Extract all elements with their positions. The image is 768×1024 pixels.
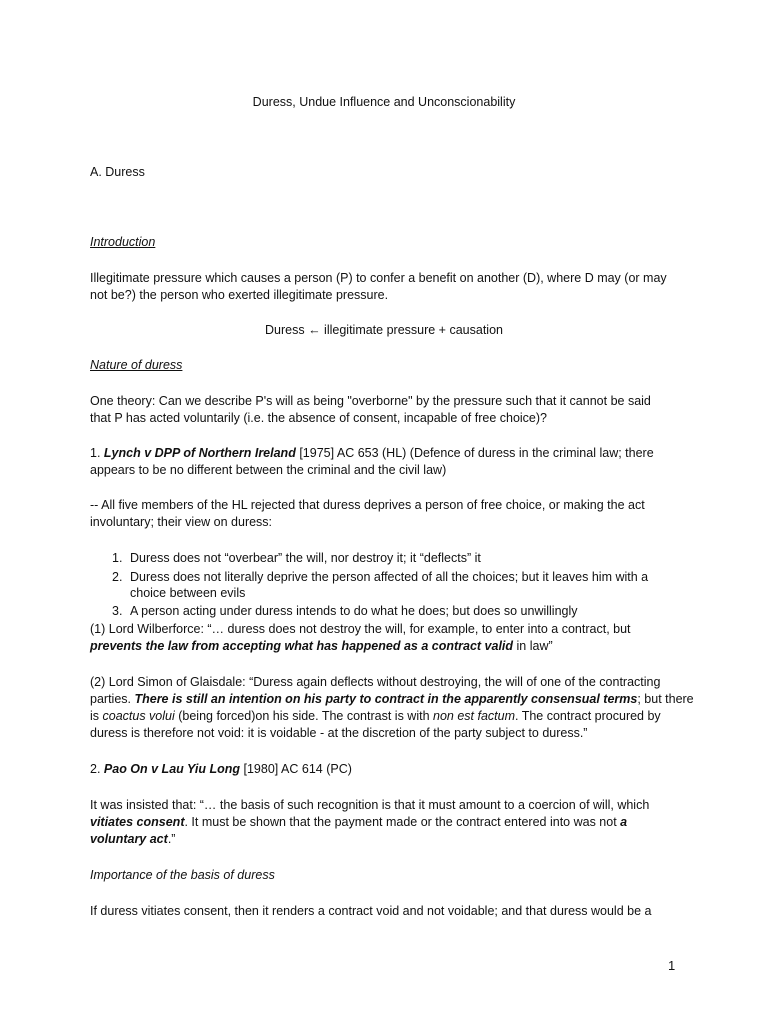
simon-line-1: (2) Lord Simon of Glaisdale: “Duress again deflects without destroying, the will of one of the contracting — [90, 675, 661, 689]
intro-line-1: Illegitimate pressure which causes a person (P) to confer a benefit on another (D), where D may (or may — [90, 271, 667, 285]
list-item-2-cont: choice between evils — [130, 586, 246, 600]
insisted-l2-rest: . It must be shown that the payment made or the contract entered into was not — [184, 815, 621, 829]
insisted-l3-rest: .” — [167, 832, 176, 846]
non-est-factum: non est factum — [433, 709, 515, 723]
insisted-l2-a: a — [620, 815, 628, 829]
simon-line-3 — [90, 708, 661, 724]
wilberforce-rest: in law” — [513, 639, 553, 653]
simon-l3-b: (being forced)on his side. The contrast is with — [174, 709, 433, 723]
last-line: If duress vitiates consent, then it renders a contract void and not voidable; and that duress would be a — [90, 904, 652, 918]
nature-heading: Nature of duress — [90, 358, 183, 372]
document-title: Duress, Undue Influence and Unconscionability — [252, 95, 516, 109]
simon-line-2 — [90, 691, 694, 707]
importance-heading: Importance of the basis of duress — [90, 868, 275, 882]
lynch-case-line — [90, 445, 654, 461]
hl-line-2: involuntary; their view on duress: — [90, 515, 273, 529]
simon-l3-a: is — [90, 709, 103, 723]
list-item-3: A person acting under duress intends to do what he does; but does so unwillingly — [130, 604, 578, 618]
intro-line-2: not be?) the person who exerted illegitimate pressure. — [90, 288, 389, 302]
coactus-volui: coactus volui — [102, 709, 175, 723]
wilberforce-line-1: (1) Lord Wilberforce: “… duress does not destroy the will, for example, to enter into a contract, but — [90, 622, 631, 636]
wilberforce-line-2 — [90, 638, 553, 654]
theory-line-2: that P has acted voluntarily (i.e. the absence of consent, incapable of free choice)? — [90, 411, 547, 425]
list-number-1: 1. — [112, 551, 123, 565]
list-item-1: Duress does not “overbear” the will, nor destroy it; it “deflects” it — [130, 551, 481, 565]
page-number: 1 — [668, 958, 676, 973]
voluntary-act: voluntary act — [90, 832, 168, 846]
theory-line-1: One theory: Can we describe P's will as being "overborne" by the pressure such that it cannot be said — [90, 394, 651, 408]
simon-l2-b: ; but there — [637, 692, 694, 706]
simon-emphasis: There is still an intention on his party to contract in the apparently consensual terms — [134, 692, 638, 706]
insisted-line-2 — [90, 814, 627, 830]
insisted-line-3 — [90, 831, 175, 847]
section-a-heading: A. Duress — [90, 165, 145, 179]
lynch-line-2: appears to be no different between the criminal and the civil law) — [90, 463, 447, 477]
list-number-2: 2. — [112, 570, 123, 584]
lynch-case-name: Lynch v DPP of Northern Ireland — [103, 446, 296, 460]
simon-l2-a: parties. — [90, 692, 135, 706]
list-number-3: 3. — [112, 604, 123, 618]
paoon-case-line — [90, 761, 352, 777]
lynch-num: 1. — [90, 446, 104, 460]
simon-l3-c: . The contract procured by — [515, 709, 661, 723]
paoon-num: 2. — [90, 762, 104, 776]
vitiates-consent: vitiates consent — [90, 815, 185, 829]
paoon-citation: [1980] AC 614 (PC) — [240, 762, 352, 776]
lynch-citation: [1975] AC 653 (HL) (Defence of duress in the criminal law; there — [295, 446, 654, 460]
duress-formula: Duress ← illegitimate pressure + causation — [265, 323, 503, 337]
simon-line-4: duress is therefore not void: it is voidable - at the discretion of the party subject to duress.” — [90, 726, 588, 740]
wilberforce-emphasis: prevents the law from accepting what has happened as a contract valid — [90, 639, 514, 653]
introduction-heading: Introduction — [90, 235, 156, 249]
list-item-2: Duress does not literally deprive the person affected of all the choices; but it leaves him with a — [130, 570, 649, 584]
paoon-case-name: Pao On v Lau Yiu Long — [103, 762, 241, 776]
hl-line-1: -- All five members of the HL rejected that duress deprives a person of free choice, or making the act — [90, 498, 645, 512]
insisted-line-1: It was insisted that: “… the basis of such recognition is that it must amount to a coercion of will, which — [90, 798, 650, 812]
